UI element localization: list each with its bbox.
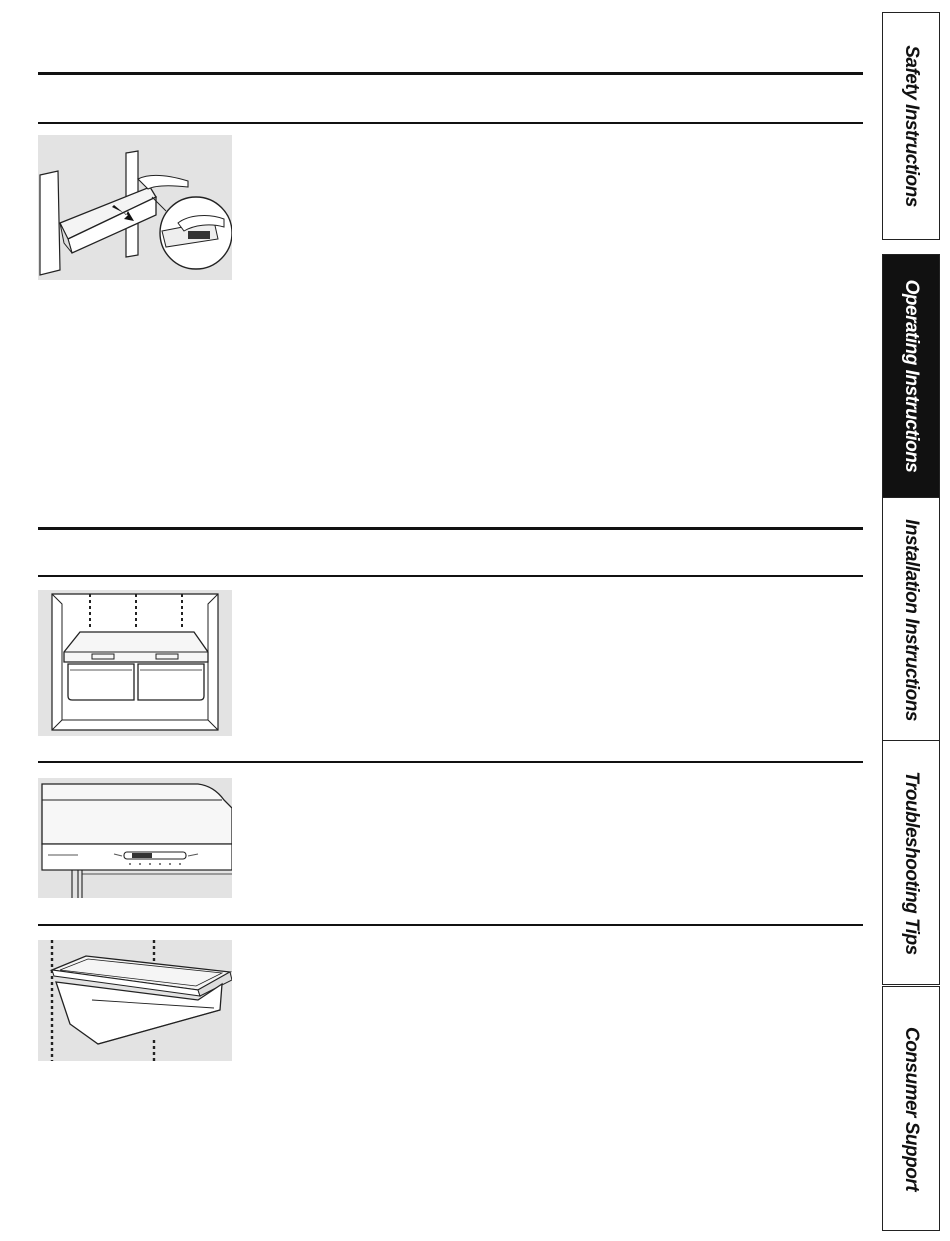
tab-installation-instructions[interactable] bbox=[882, 497, 940, 742]
snack-pan-illustration bbox=[38, 940, 232, 1061]
tab-operating-instructions[interactable] bbox=[882, 254, 940, 498]
section-rule-top-2 bbox=[38, 527, 863, 530]
tab-label-consumer-support: Consumer Support bbox=[901, 1026, 922, 1191]
door-bin-removal-illustration bbox=[38, 135, 232, 280]
tab-label-operating-instructions: Operating Instructions bbox=[901, 279, 922, 473]
tab-troubleshooting-tips[interactable] bbox=[882, 740, 940, 985]
section-rule-3 bbox=[38, 761, 863, 763]
tab-label-installation-instructions: Installation Instructions bbox=[901, 518, 922, 721]
tab-label-troubleshooting-tips: Troubleshooting Tips bbox=[901, 770, 922, 955]
section-rule-bottom-1 bbox=[38, 122, 863, 124]
section-rule-4 bbox=[38, 924, 863, 926]
tab-consumer-support[interactable] bbox=[882, 986, 940, 1231]
humidity-control-illustration bbox=[38, 778, 232, 898]
tab-safety-instructions[interactable] bbox=[882, 12, 940, 240]
crisper-drawers-illustration bbox=[38, 590, 232, 736]
humidity-control-drawing bbox=[38, 778, 232, 898]
tab-label-safety-instructions: Safety Instructions bbox=[901, 45, 922, 207]
section-rule-top-1 bbox=[38, 72, 863, 75]
crisper-drawers-drawing bbox=[38, 590, 232, 736]
door-bin-drawing bbox=[38, 135, 232, 280]
snack-pan-drawing bbox=[38, 940, 232, 1061]
section-rule-bottom-2 bbox=[38, 575, 863, 577]
